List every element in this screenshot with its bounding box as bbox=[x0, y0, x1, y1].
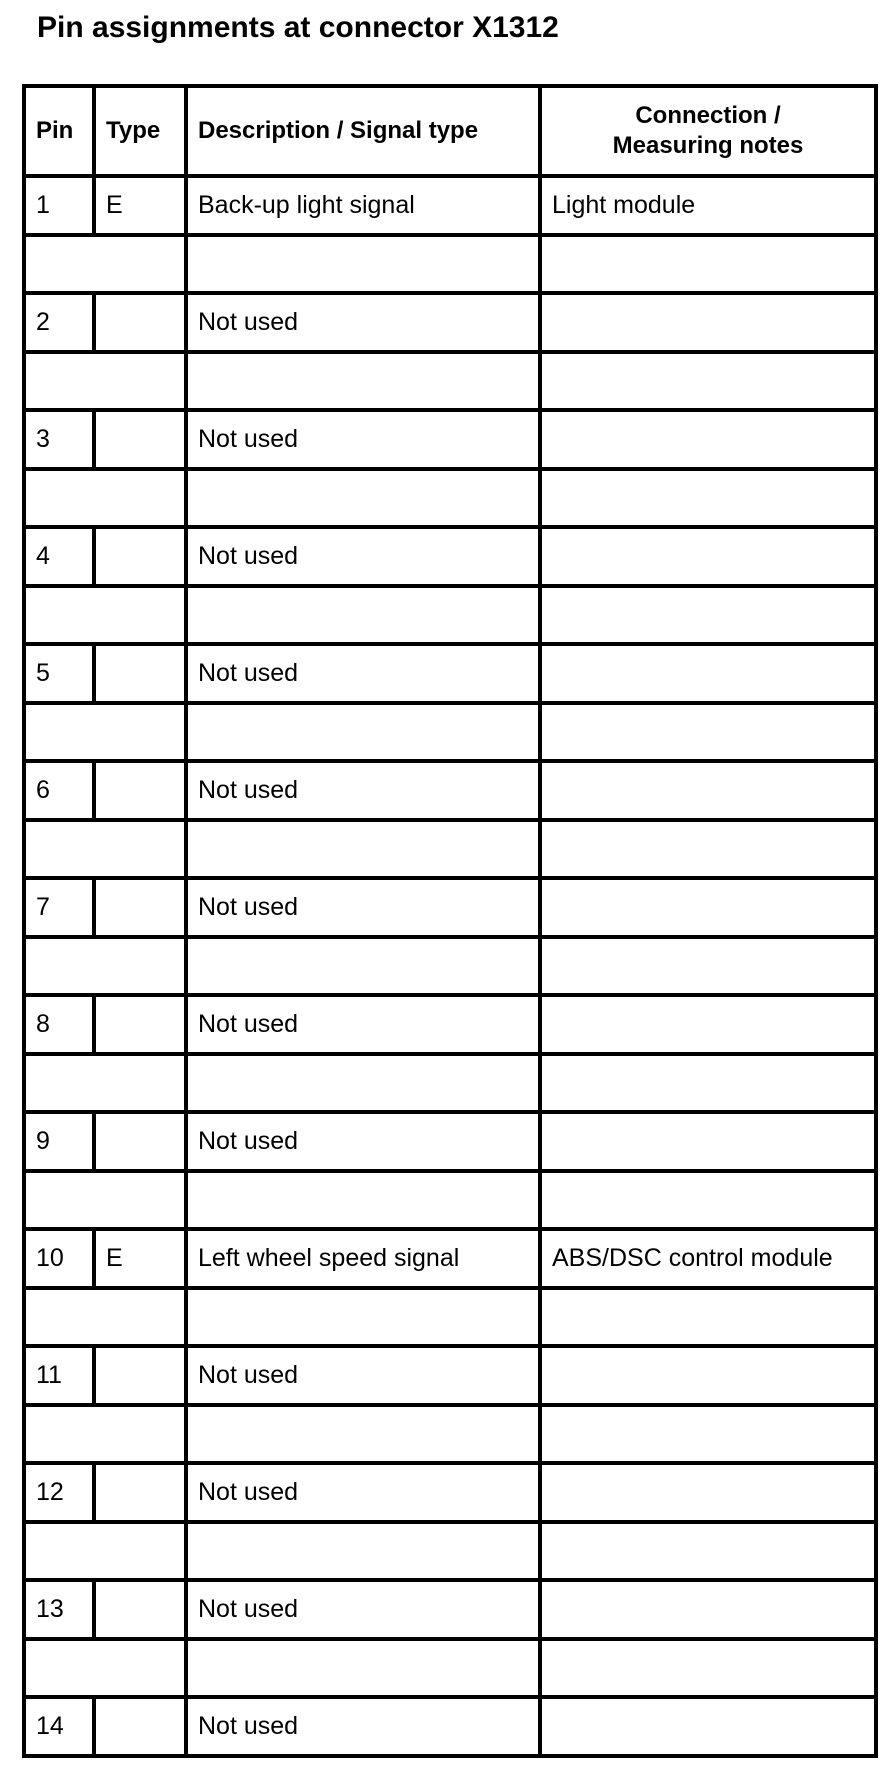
cell-description: Not used bbox=[186, 1112, 540, 1171]
spacer-cell bbox=[24, 469, 186, 528]
spacer-cell bbox=[24, 352, 186, 411]
cell-pin: 10 bbox=[24, 1229, 94, 1288]
table-spacer-row bbox=[24, 469, 876, 528]
spacer-cell bbox=[540, 469, 876, 528]
cell-connection bbox=[540, 1463, 876, 1522]
cell-type bbox=[94, 1346, 186, 1405]
cell-description: Left wheel speed signal bbox=[186, 1229, 540, 1288]
spacer-cell bbox=[24, 820, 186, 879]
cell-connection: ABS/DSC control module bbox=[540, 1229, 876, 1288]
spacer-cell bbox=[24, 1405, 186, 1464]
cell-connection bbox=[540, 410, 876, 469]
spacer-cell bbox=[540, 352, 876, 411]
table-row bbox=[24, 293, 876, 352]
spacer-cell bbox=[24, 1639, 186, 1698]
cell-type bbox=[94, 527, 186, 586]
cell-connection bbox=[540, 1697, 876, 1756]
cell-description: Not used bbox=[186, 410, 540, 469]
spacer-cell bbox=[24, 703, 186, 762]
table-row bbox=[24, 1229, 876, 1288]
cell-pin: 14 bbox=[24, 1697, 94, 1756]
pin-assignment-table bbox=[22, 84, 878, 1758]
page-title: Pin assignments at connector X1312 bbox=[37, 11, 559, 44]
cell-description: Not used bbox=[186, 995, 540, 1054]
spacer-cell bbox=[186, 820, 540, 879]
table-spacer-row bbox=[24, 1522, 876, 1581]
cell-type: E bbox=[94, 176, 186, 235]
spacer-cell bbox=[24, 937, 186, 996]
spacer-cell bbox=[540, 1288, 876, 1347]
spacer-cell bbox=[24, 1171, 186, 1230]
spacer-cell bbox=[540, 1639, 876, 1698]
spacer-cell bbox=[186, 1405, 540, 1464]
cell-description: Not used bbox=[186, 644, 540, 703]
cell-pin: 1 bbox=[24, 176, 94, 235]
table-spacer-row bbox=[24, 703, 876, 762]
cell-connection bbox=[540, 1112, 876, 1171]
table-spacer-row bbox=[24, 586, 876, 645]
cell-type bbox=[94, 761, 186, 820]
cell-description: Not used bbox=[186, 1697, 540, 1756]
spacer-cell bbox=[186, 586, 540, 645]
table-spacer-row bbox=[24, 1639, 876, 1698]
cell-description: Back-up light signal bbox=[186, 176, 540, 235]
spacer-cell bbox=[186, 1639, 540, 1698]
table-row bbox=[24, 410, 876, 469]
spacer-cell bbox=[540, 235, 876, 294]
cell-type bbox=[94, 1697, 186, 1756]
spacer-cell bbox=[186, 1288, 540, 1347]
header-type: Type bbox=[94, 86, 186, 176]
table-spacer-row bbox=[24, 1405, 876, 1464]
cell-type bbox=[94, 644, 186, 703]
table-row bbox=[24, 644, 876, 703]
cell-connection bbox=[540, 995, 876, 1054]
cell-type bbox=[94, 878, 186, 937]
spacer-cell bbox=[540, 1522, 876, 1581]
cell-connection bbox=[540, 527, 876, 586]
table-spacer-row bbox=[24, 820, 876, 879]
spacer-cell bbox=[186, 703, 540, 762]
spacer-cell bbox=[24, 1522, 186, 1581]
table-spacer-row bbox=[24, 937, 876, 996]
table-row bbox=[24, 1580, 876, 1639]
cell-connection bbox=[540, 878, 876, 937]
spacer-cell bbox=[540, 586, 876, 645]
spacer-cell bbox=[186, 352, 540, 411]
cell-pin: 7 bbox=[24, 878, 94, 937]
cell-pin: 5 bbox=[24, 644, 94, 703]
spacer-cell bbox=[540, 1405, 876, 1464]
cell-type bbox=[94, 293, 186, 352]
table-spacer-row bbox=[24, 235, 876, 294]
cell-description: Not used bbox=[186, 761, 540, 820]
table-spacer-row bbox=[24, 1054, 876, 1113]
header-pin: Pin bbox=[24, 86, 94, 176]
spacer-cell bbox=[24, 235, 186, 294]
cell-type bbox=[94, 1580, 186, 1639]
cell-pin: 3 bbox=[24, 410, 94, 469]
header-connection bbox=[540, 86, 876, 176]
table-header-row bbox=[24, 86, 876, 176]
cell-pin: 12 bbox=[24, 1463, 94, 1522]
cell-connection: Light module bbox=[540, 176, 876, 235]
cell-pin: 9 bbox=[24, 1112, 94, 1171]
spacer-cell bbox=[186, 469, 540, 528]
table-row bbox=[24, 176, 876, 235]
cell-type bbox=[94, 410, 186, 469]
spacer-cell bbox=[540, 1054, 876, 1113]
cell-description: Not used bbox=[186, 1346, 540, 1405]
table-spacer-row bbox=[24, 352, 876, 411]
cell-description: Not used bbox=[186, 1463, 540, 1522]
spacer-cell bbox=[540, 703, 876, 762]
header-connection-line2: Measuring notes bbox=[612, 132, 804, 159]
table-row bbox=[24, 527, 876, 586]
cell-pin: 11 bbox=[24, 1346, 94, 1405]
cell-pin: 13 bbox=[24, 1580, 94, 1639]
spacer-cell bbox=[186, 1171, 540, 1230]
spacer-cell bbox=[186, 937, 540, 996]
header-description: Description / Signal type bbox=[186, 86, 540, 176]
cell-type: E bbox=[94, 1229, 186, 1288]
table-spacer-row bbox=[24, 1288, 876, 1347]
table-row bbox=[24, 995, 876, 1054]
table-row bbox=[24, 761, 876, 820]
cell-connection bbox=[540, 644, 876, 703]
header-connection-line1: Connection / bbox=[635, 102, 781, 129]
table-body bbox=[24, 176, 876, 1756]
spacer-cell bbox=[540, 1171, 876, 1230]
cell-description: Not used bbox=[186, 527, 540, 586]
table-row bbox=[24, 1463, 876, 1522]
cell-type bbox=[94, 1463, 186, 1522]
cell-pin: 6 bbox=[24, 761, 94, 820]
table-row bbox=[24, 1697, 876, 1756]
table-row bbox=[24, 1346, 876, 1405]
table-row bbox=[24, 1112, 876, 1171]
spacer-cell bbox=[186, 1054, 540, 1113]
cell-connection bbox=[540, 761, 876, 820]
cell-description: Not used bbox=[186, 1580, 540, 1639]
cell-description: Not used bbox=[186, 878, 540, 937]
cell-type bbox=[94, 995, 186, 1054]
cell-pin: 2 bbox=[24, 293, 94, 352]
table-spacer-row bbox=[24, 1171, 876, 1230]
cell-connection bbox=[540, 1346, 876, 1405]
spacer-cell bbox=[24, 1054, 186, 1113]
cell-description: Not used bbox=[186, 293, 540, 352]
spacer-cell bbox=[186, 235, 540, 294]
cell-connection bbox=[540, 293, 876, 352]
cell-pin: 4 bbox=[24, 527, 94, 586]
spacer-cell bbox=[540, 820, 876, 879]
cell-connection bbox=[540, 1580, 876, 1639]
table-row bbox=[24, 878, 876, 937]
spacer-cell bbox=[24, 586, 186, 645]
spacer-cell bbox=[540, 937, 876, 996]
cell-pin: 8 bbox=[24, 995, 94, 1054]
spacer-cell bbox=[24, 1288, 186, 1347]
cell-type bbox=[94, 1112, 186, 1171]
spacer-cell bbox=[186, 1522, 540, 1581]
